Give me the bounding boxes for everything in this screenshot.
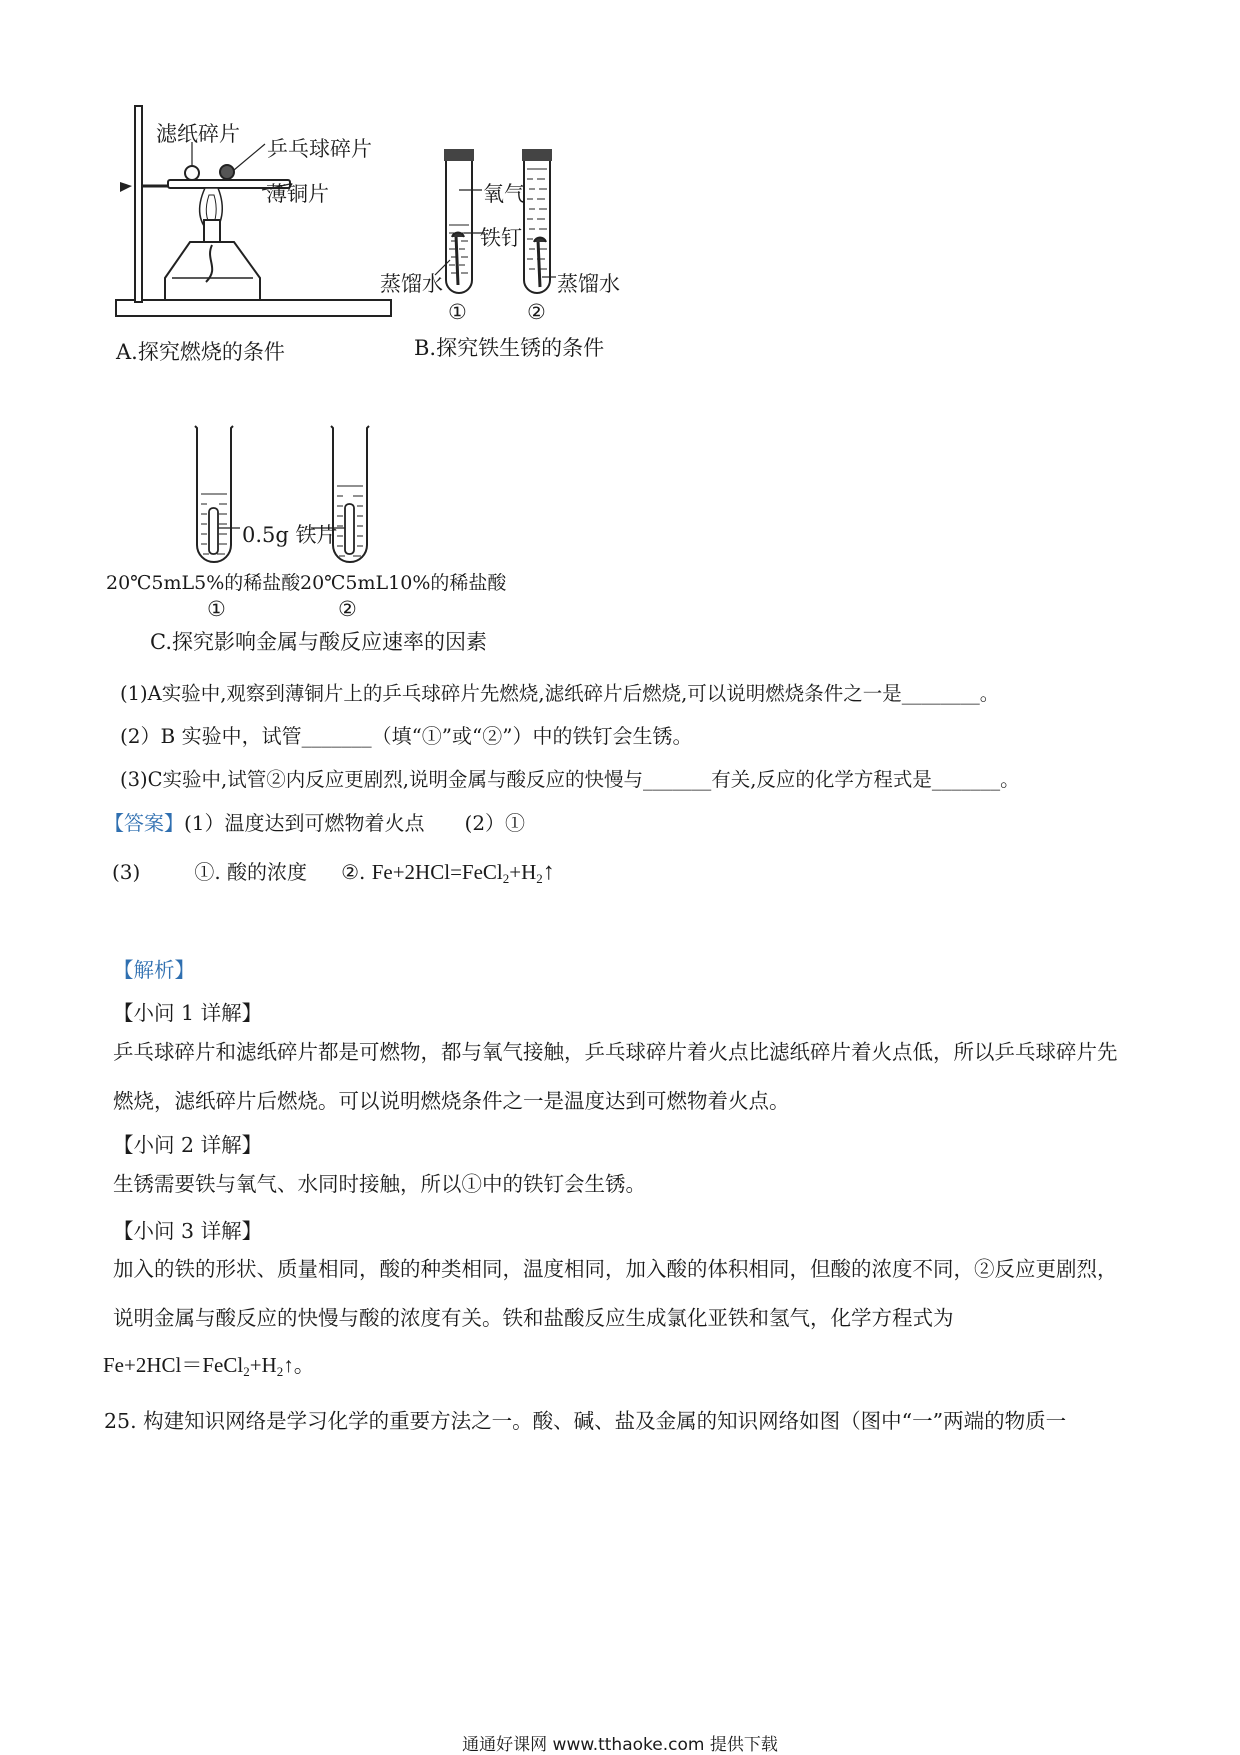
gas-arrow: ↑ xyxy=(542,859,555,885)
eq-sub-1: 2 xyxy=(502,871,510,886)
tube-c-number-1: ① xyxy=(207,597,226,621)
eq2-sub-2: 2 xyxy=(276,1364,284,1379)
tube-c-number-2: ② xyxy=(338,597,357,621)
analysis-s1-text: 乒乓球碎片和滤纸碎片都是可燃物，都与氧气接触，乒乓球碎片着火点比滤纸碎片着火点低，所以乒乓球碎片先燃烧，滤纸碎片后燃烧。可以说明燃烧条件之一是温度达到可燃物着火点。 xyxy=(113,1040,1118,1113)
analysis-s3-text: 加入的铁的形状、质量相同，酸的种类相同，温度相同，加入酸的体积相同，但酸的浓度不同，②反应更剧烈，说明金属与酸反应的快慢与酸的浓度有关。铁和盐酸反应生成氯化亚铁和氢气，化学方程式为 xyxy=(113,1257,1118,1330)
label-acid-2: 20℃5mL10%的稀盐酸 xyxy=(300,572,507,594)
label-copper-sheet: 薄铜片 xyxy=(266,182,329,206)
analysis-s1-head: 【小问 1 详解】 xyxy=(113,1001,263,1025)
tube-b-number-1: ① xyxy=(448,300,467,324)
label-iron-sheet: 0.5g 铁片 xyxy=(242,523,338,547)
label-filter-paper: 滤纸碎片 xyxy=(156,122,240,146)
label-water-left: 蒸馏水 xyxy=(380,272,443,296)
label-pingpong: 乒乓球碎片 xyxy=(267,137,372,161)
question-25: 25. 构建知识网络是学习化学的重要方法之一。酸、碱、盐及金属的知识网络如图（图中“一”两端的物质一 xyxy=(104,1409,1067,1433)
label-oxygen: 氧气 xyxy=(483,182,525,206)
eq2-sub-1: 2 xyxy=(243,1364,250,1379)
question-3: (3)C实验中,试管②内反应更剧烈,说明金属与酸反应的快慢与_______有关,反应的化学方程式是_______。 xyxy=(120,768,1020,791)
answer-3-equation xyxy=(372,860,555,884)
question-2: (2）B 实验中，试管_______（填“①”或“②”）中的铁钉会生锈。 xyxy=(120,724,693,748)
label-acid-1: 20℃5mL5%的稀盐酸 xyxy=(106,572,301,594)
figure-c-caption: C.探究影响金属与酸反应速率的因素 xyxy=(150,630,487,654)
page-footer: 通通好课网 www.tthaoke.com 提供下载 xyxy=(462,1735,778,1755)
eq-part-1: Fe+2HCl=FeCl xyxy=(371,860,503,884)
answer-line-2 xyxy=(112,856,555,887)
analysis-tag: 【解析】 xyxy=(113,958,195,982)
eq2-tail: ↑。 xyxy=(283,1353,315,1377)
analysis-s3-head: 【小问 3 详解】 xyxy=(113,1219,263,1243)
answer-3-blank-1: ①. 酸的浓度 xyxy=(194,860,308,884)
answer-3-blank-2-prefix: ②. xyxy=(341,860,366,884)
analysis-s2-head: 【小问 2 详解】 xyxy=(113,1133,263,1157)
figure-b-caption: B.探究铁生锈的条件 xyxy=(414,336,605,360)
question-1: (1)A实验中,观察到薄铜片上的乒乓球碎片先燃烧,滤纸碎片后燃烧,可以说明燃烧条件之一是________。 xyxy=(120,682,1000,705)
answer-line-1 xyxy=(104,807,525,836)
eq-sub-2: 2 xyxy=(536,871,543,886)
eq2-part-1: Fe+2HCl＝FeCl xyxy=(103,1353,244,1377)
analysis-s3-equation xyxy=(103,1349,315,1380)
figure-a-caption: A.探究燃烧的条件 xyxy=(116,340,285,364)
eq-part-2: +H xyxy=(509,860,537,884)
analysis-s2-text: 生锈需要铁与氧气、水同时接触，所以①中的铁钉会生锈。 xyxy=(113,1172,646,1196)
answer-tag: 【答案】 xyxy=(104,811,184,835)
eq2-part-2: +H xyxy=(249,1353,277,1377)
answer-3-number: (3) xyxy=(112,860,141,884)
label-iron-nail: 铁钉 xyxy=(480,226,522,250)
answer-1: (1）温度达到可燃物着火点 xyxy=(184,811,425,835)
answer-2: (2）① xyxy=(464,811,526,835)
tube-b-number-2: ② xyxy=(527,300,546,324)
label-water-right: 蒸馏水 xyxy=(557,272,620,296)
